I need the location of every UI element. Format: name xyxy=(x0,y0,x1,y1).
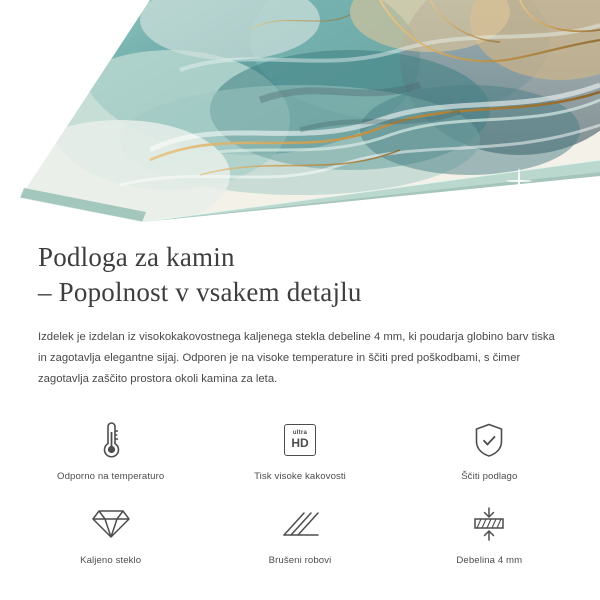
feature-surface-protection xyxy=(395,412,584,486)
thickness-icon xyxy=(469,502,509,546)
feature-grid xyxy=(0,412,600,570)
feature-label: Odporno na temperaturo xyxy=(57,470,165,482)
ultra-hd-badge-top: ultra xyxy=(292,429,308,437)
ultra-hd-icon xyxy=(284,418,316,462)
page-title xyxy=(38,222,562,309)
feature-temperature-resistant xyxy=(16,412,205,486)
feature-label: Tisk visoke kakovosti xyxy=(254,470,346,482)
hero-image xyxy=(0,0,600,222)
hero-artwork xyxy=(0,0,600,222)
ultra-hd-badge-bottom: HD xyxy=(291,436,309,451)
feature-label: Ščiti podlago xyxy=(461,470,518,482)
title-line-1: Podloga za kamin xyxy=(38,242,235,272)
title-line-2: – Popolnost v vsakem detajlu xyxy=(38,276,362,307)
feature-print-quality xyxy=(205,412,394,486)
feature-label: Debelina 4 mm xyxy=(456,554,523,566)
content-block xyxy=(0,222,600,390)
feature-tempered-glass xyxy=(16,496,205,570)
feature-thickness xyxy=(395,496,584,570)
feature-label: Brušeni robovi xyxy=(268,554,332,566)
polished-edges-icon xyxy=(280,502,320,546)
feature-polished-edges xyxy=(205,496,394,570)
description-paragraph: Izdelek je izdelan iz visokokakovostnega kaljenega stekla debeline 4 mm, ki poudarja globino barv tiska in zagotavlja elegantne sijaj. Odporen je na visoke temperature in ščiti pred poškodbami, s čimer zagotavlja zaščito prostora okoli kamina za leta. xyxy=(38,331,555,385)
thermometer-icon xyxy=(94,418,128,462)
diamond-icon xyxy=(91,502,131,546)
feature-label: Kaljeno steklo xyxy=(80,554,142,566)
shield-check-icon xyxy=(471,418,507,462)
